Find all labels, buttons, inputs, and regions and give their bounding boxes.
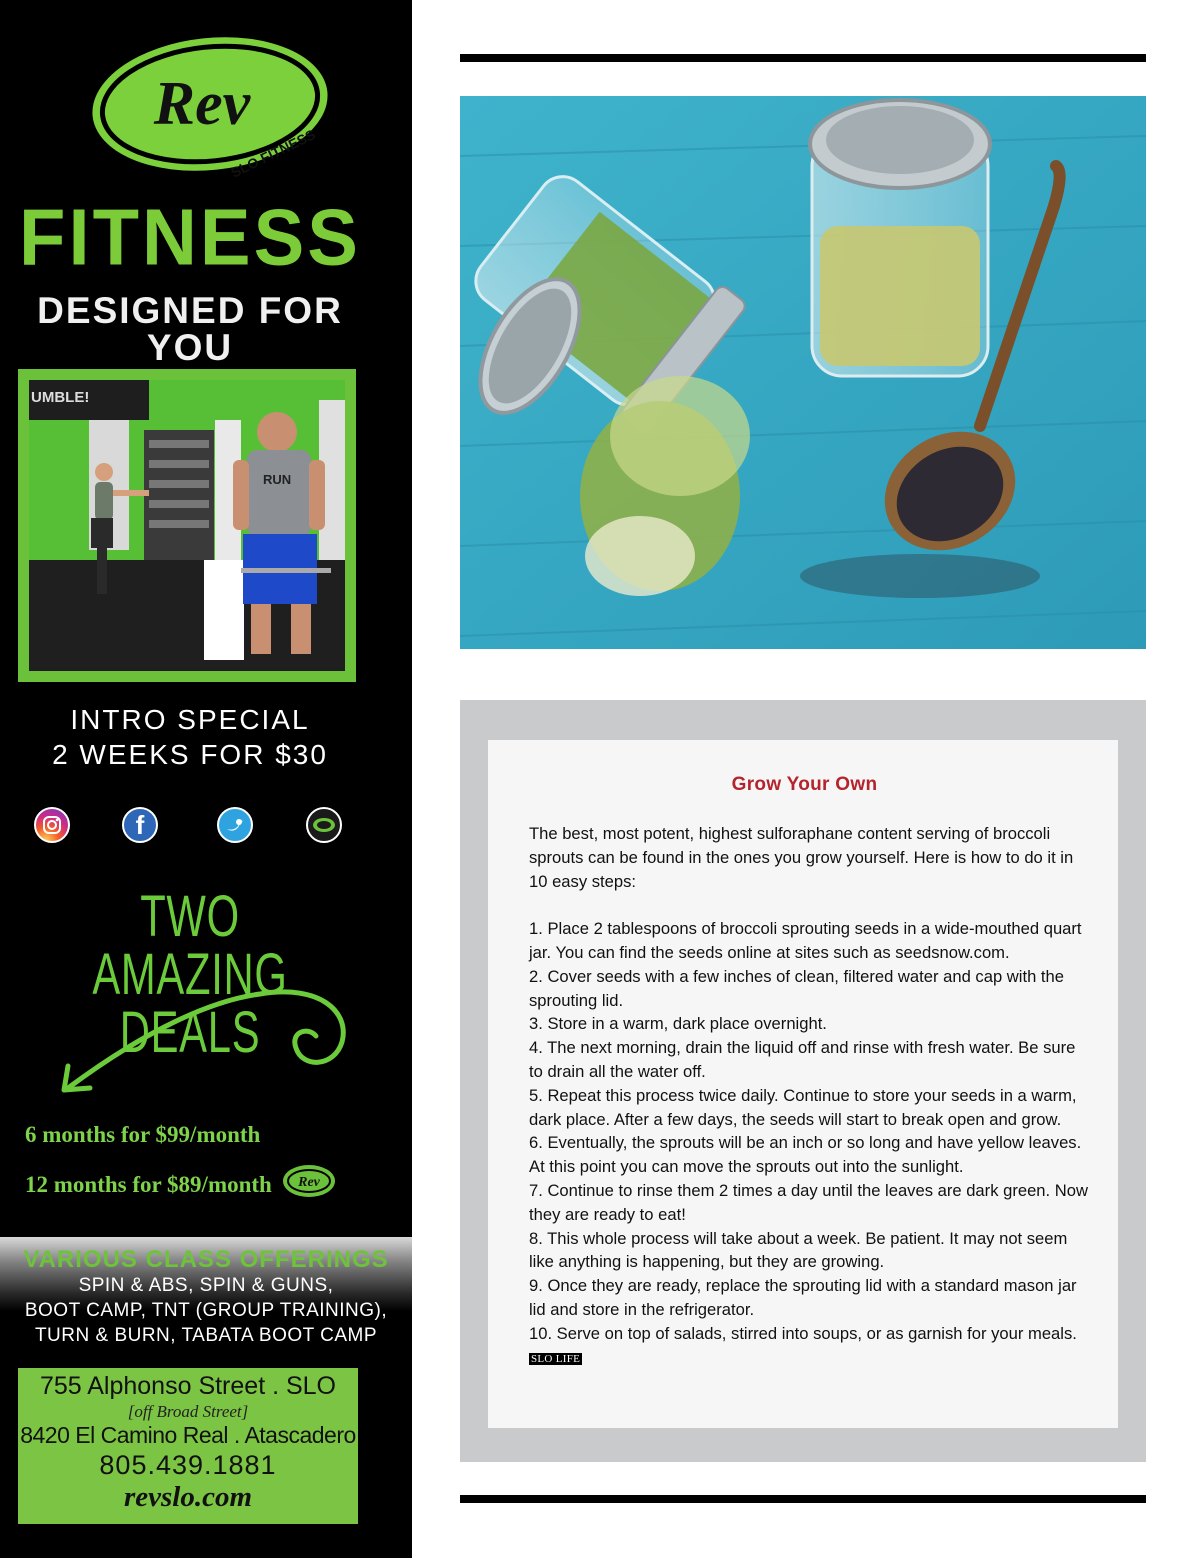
facebook-icon[interactable]: f bbox=[122, 807, 158, 843]
step-7: 7. Continue to rinse them 2 times a day until the leaves are dark green. Now they are ready to eat! bbox=[529, 1180, 1088, 1224]
step-6: 6. Eventually, the sprouts will be an inch or so long and have yellow leaves. At this point you can move the sprouts out into the sunlight. bbox=[529, 1133, 1082, 1177]
box-title: Grow Your Own bbox=[731, 774, 878, 795]
sidebar-box bbox=[460, 700, 1146, 1462]
classes-line-3: TURN & BURN, TABATA BOOT CAMP bbox=[34, 1325, 378, 1346]
slo-life-end-mark: SLO LIFE bbox=[531, 1352, 581, 1365]
bottom-rule bbox=[460, 1495, 1146, 1503]
rev-icon[interactable] bbox=[306, 807, 342, 843]
logo-sub: SLO FITNESS bbox=[228, 126, 318, 181]
subheadline: DESIGNED FOR YOU bbox=[37, 290, 343, 368]
rev-logo bbox=[84, 28, 336, 188]
classes-line-1: SPIN & ABS, SPIN & GUNS, bbox=[78, 1275, 334, 1296]
deal-6-months: 6 months for $99/month bbox=[25, 1122, 261, 1147]
top-rule bbox=[460, 54, 1146, 62]
classes-title: VARIOUS CLASS OFFERINGS bbox=[23, 1246, 389, 1273]
class-offerings bbox=[0, 1237, 412, 1361]
intro-line-1: INTRO SPECIAL bbox=[70, 704, 310, 735]
gym-photo-illustration bbox=[29, 380, 345, 671]
deal-12-months: 12 months for $89/month bbox=[25, 1172, 272, 1197]
svg-text:RUN: RUN bbox=[263, 472, 292, 487]
contact-block bbox=[18, 1368, 358, 1524]
step-8: 8. This whole process will take about a week. Be patient. It may not seem like anything is happening, but they are growing. bbox=[529, 1228, 1068, 1272]
gym-photo-frame bbox=[18, 369, 356, 682]
logo-text: Rev bbox=[153, 70, 251, 138]
headline: FITNESS bbox=[19, 192, 361, 283]
step-1: 1. Place 2 tablespoons of broccoli sprouting seeds in a wide-mouthed quart jar. You can find the seeds online at sites such as seedsnow.com. bbox=[529, 919, 1082, 962]
rev-fitness-ad bbox=[0, 0, 412, 1558]
sprouts-illustration bbox=[460, 96, 1146, 649]
rev-badge-icon bbox=[282, 1164, 336, 1198]
box-intro: The best, most potent, highest sulforaphane content serving of broccoli sprouts can be found in the ones you grow yourself. Here is how to do it in 10 easy steps: bbox=[529, 824, 1074, 891]
gym-sign-text: UMBLE! bbox=[31, 389, 90, 406]
gym-photo bbox=[29, 380, 345, 671]
address-slo: 755 Alphonso Street . SLO bbox=[39, 1372, 337, 1400]
step-3: 3. Store in a warm, dark place overnight. bbox=[529, 1014, 827, 1034]
intro-special bbox=[0, 702, 380, 772]
classes-line-2: BOOT CAMP, TNT (GROUP TRAINING), bbox=[24, 1300, 388, 1321]
twitter-icon[interactable] bbox=[217, 807, 253, 843]
address-atascadero: 8420 El Camino Real . Atascadero bbox=[20, 1422, 356, 1448]
step-4: 4. The next morning, drain the liquid off and rinse with fresh water. Be sure to drain all the water off. bbox=[529, 1038, 1076, 1081]
step-2: 2. Cover seeds with a few inches of clean, filtered water and cap with the sprouting lid. bbox=[529, 966, 1064, 1010]
instagram-icon[interactable] bbox=[34, 807, 70, 843]
curly-arrow-icon bbox=[50, 972, 360, 1097]
step-10: 10. Serve on top of salads, stirred into soups, or as garnish for your meals. bbox=[529, 1323, 1077, 1343]
badge-text: Rev bbox=[298, 1175, 320, 1190]
box-body bbox=[529, 822, 1090, 1369]
step-10-wrap bbox=[529, 1322, 1090, 1370]
step-5: 5. Repeat this process twice daily. Continue to store your seeds in a warm, dark place. After a few days, the seeds will start to break open and grow. bbox=[529, 1085, 1077, 1129]
sprouts-photo bbox=[460, 96, 1146, 649]
intro-line-2: 2 WEEKS FOR $30 bbox=[52, 739, 328, 770]
sidebar-inner bbox=[488, 740, 1118, 1428]
phone-number[interactable]: 805.439.1881 bbox=[99, 1450, 277, 1480]
deals-title: TWO AMAZING DEALS bbox=[92, 884, 288, 1065]
website-link[interactable]: revslo.com bbox=[123, 1481, 253, 1513]
step-9: 9. Once they are ready, replace the sprouting lid with a standard mason jar lid and store in the refrigerator. bbox=[529, 1276, 1077, 1319]
address-note: [off Broad Street] bbox=[127, 1402, 249, 1421]
